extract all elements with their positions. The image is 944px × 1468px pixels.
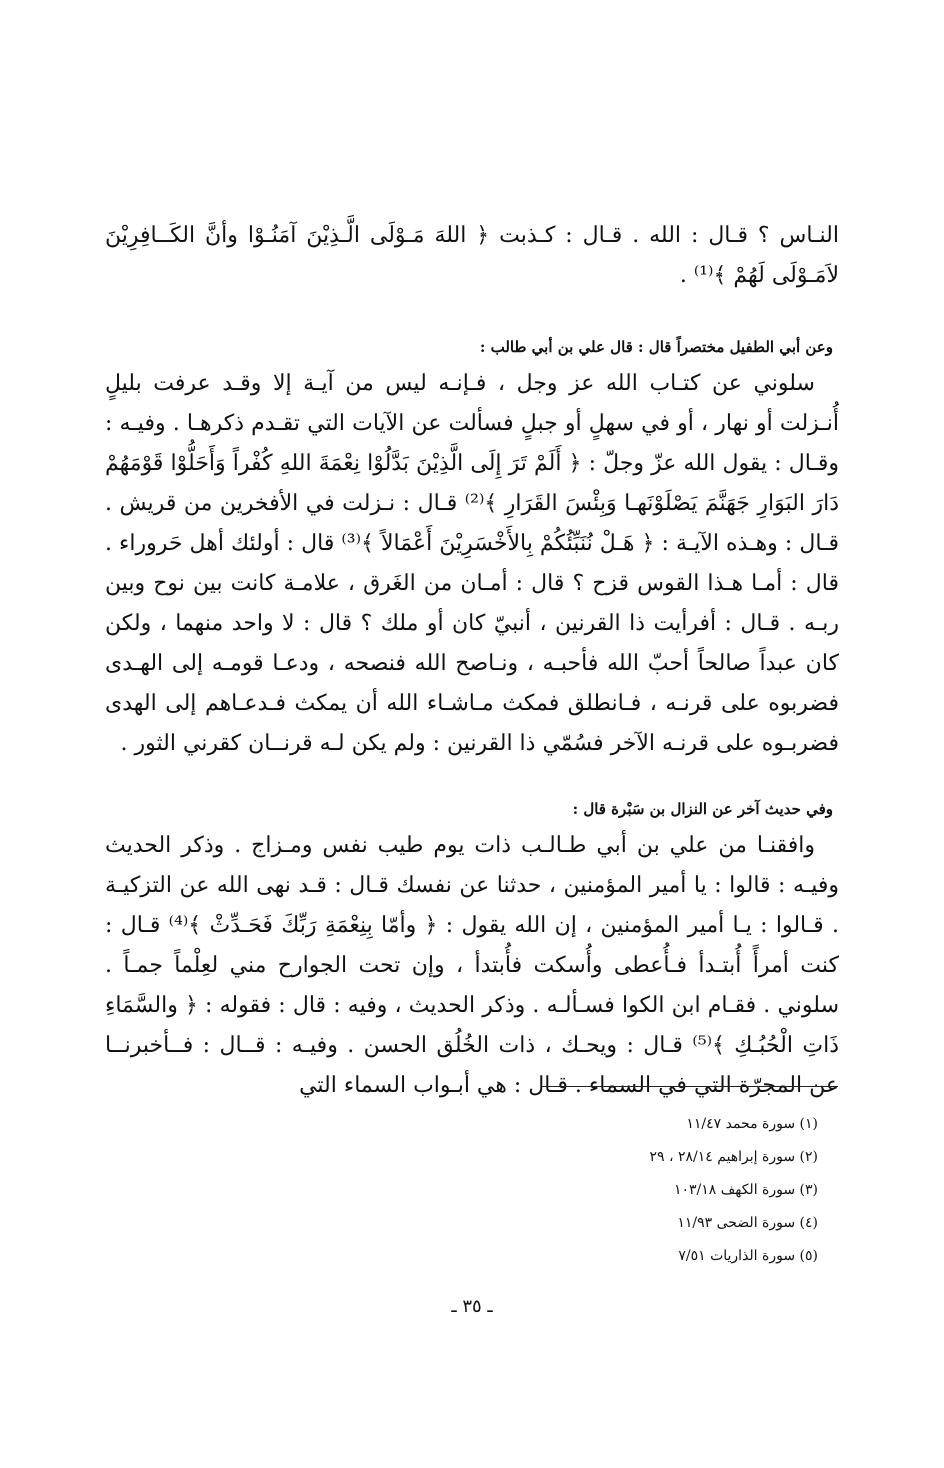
paragraph-2-text: سلوني عن كتـاب الله عز وجل ، فـإنـه ليس من آيـة إلا وقـد عرفت بليلٍ أُنـزلت أو نهار ، أو في سهلٍ أو جبلٍ فسألت عن الآيات التي تقـدم ذكرهـا . وفيـه : وقـال : يقول الله عزّ وجلّ : ﴿ أَلَمْ تَرَ إِلَى الَّذِيْنَ بَدَّلُوْا نِعْمَةَ اللهِ كُفْراً وَأَحَلُّوْا قَوْمَهُمْ دَارَ البَوَارِ جَهَنَّمَ يَصْلَوْنَهـا وَبِئْسَ القَرَارِ ﴾⁽²⁾ قـال : نـزلت في الأفخرين من قريش . قـال : وهـذه الآيـة : ﴿ هَـلْ نُنَبِّئُكُمْ بِالأَخْسَرِيْنَ أَعْمَالاً ﴾⁽³⁾ قال : أولئك أهل حَروراء . قال : أمـا هـذا القوس قزح ؟ قال : أمـان من الغَرق ، علامـة كانت بين نوح وبين ربـه . قـال : أفرأيت ذا القرنين ، أنبيّ كان أو ملك ؟ قال : لا واحد منهما ، ولكن كان عبداً صالحاً أحبّ الله فأحبـه ، ونـاصح الله فنصحه ، ودعـا قومـه إلى الهـدى فضربوه على قرنـه ، فـانطلق فمكث مـاشـاء الله أن يمكث فـدعـاهم إلى الهدى فضربـوه على قرنـه الآخر فسُمّي ذا القرنين : ولم يكن لـه قرنــان كقرني الثور . bbox=[105, 371, 839, 756]
footnote-4: (٤) سورة الضحى ١١/٩٣ bbox=[677, 1215, 818, 1231]
section-heading-1: وعن أبي الطفيل مختصراً قال : قال علي بن أبي طالب : bbox=[479, 338, 833, 356]
paragraph-3 bbox=[105, 826, 839, 1106]
section-heading-2: وفي حديث آخر عن النزال بن سَبْرة قال : bbox=[572, 800, 833, 818]
footnote-2: (٢) سورة إبراهيم ٢٨/١٤ ، ٢٩ bbox=[649, 1149, 818, 1165]
spacer bbox=[105, 764, 839, 798]
paragraph-3-text: وافقنـا من علي بن أبي طـالـب ذات يوم طيب نفس ومـزاج . وذكر الحديث وفيـه : قالوا : يا أمير المؤمنين ، حدثنا عن نفسك قـال : قـد نهى الله عن التزكيـة . قـالوا : يـا أمير المؤمنين ، إن الله يقول : ﴿ وأمّا بِنِعْمَةِ رَبِّكَ فَحَـدِّثْ ﴾⁽⁴⁾ قـال : كنت أمرأً أُبتـدأ فـأُعطى وأُسكت فأُبتدأ ، وإن تحت الجوارح مني لعِلْماً جمـاً . سلوني . فقـام ابن الكوا فسـألـه . وذكر الحديث ، وفيه : قال : فقوله : ﴿ والسَّمَاءِ ذَاتِ الْحُبُـكِ ﴾⁽⁵⁾ قـال : ويحـك ، ذات الخُلُق الحسن . وفيـه : قــال : فــأخبرنــا عن المجرّة التي في السماء . قـال : هي أبـواب السماء التي bbox=[105, 833, 839, 1098]
spacer bbox=[105, 296, 839, 336]
paragraph-2 bbox=[105, 364, 839, 764]
paragraph-1-text: النـاس ؟ قـال : الله . قـال : كـذبت ﴿ اللهَ مَـوْلَى الَّـذِيْنَ آمَنُـوْا وأنَّ الكَــافِرِيْنَ لاَمَـوْلَى لَهُمْ ﴾⁽¹⁾ . bbox=[105, 223, 839, 288]
footnotes bbox=[440, 1108, 818, 1273]
page-body bbox=[105, 216, 839, 1106]
page-number: ـ ٣٥ ـ bbox=[451, 1296, 493, 1317]
footnote-3: (٣) سورة الكهف ١٠٣/١٨ bbox=[673, 1182, 818, 1198]
paragraph-1 bbox=[105, 216, 839, 296]
footnote-divider bbox=[542, 1086, 838, 1087]
footnote-1: (١) سورة محمد ١١/٤٧ bbox=[686, 1116, 818, 1132]
footnote-5: (٥) سورة الذاريات ٧/٥١ bbox=[678, 1248, 818, 1264]
